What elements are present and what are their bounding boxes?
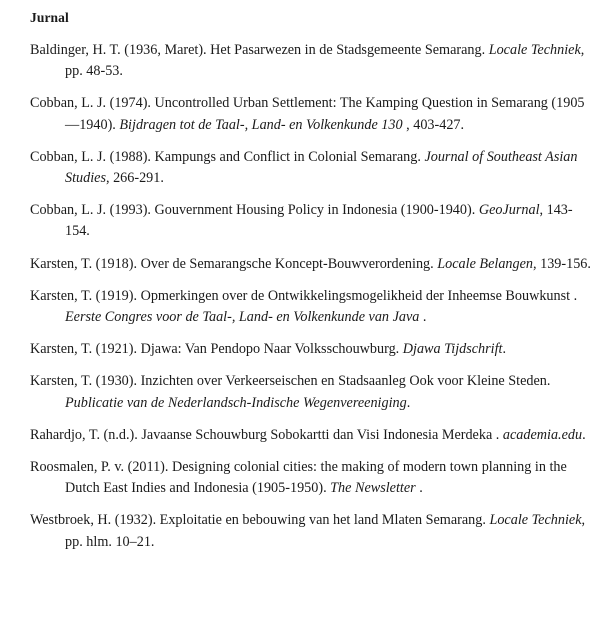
- reference-text: .: [422, 309, 427, 326]
- reference-entry: [30, 93, 595, 135]
- reference-source-title: The Newsletter: [330, 480, 420, 497]
- reference-source-title: Locale Techniek: [489, 512, 582, 529]
- reference-source-title: academia.edu: [502, 426, 583, 443]
- reference-text: , 143-154.: [65, 202, 573, 240]
- reference-text: .: [406, 394, 411, 411]
- reference-entry: [30, 371, 595, 413]
- reference-text: Karsten, T. (1930). Inzichten over Verkeerseischen en Stadsaanleg Ook voor Kleine Steden.: [30, 373, 551, 390]
- reference-text: Rahardjo, T. (n.d.). Javaanse Schouwburg Sobokartti dan Visi Indonesia Merdeka .: [30, 426, 503, 443]
- reference-text: , 139-156.: [533, 255, 591, 272]
- reference-text: , pp. hlm. 10–21.: [65, 512, 586, 550]
- reference-entry: [30, 457, 595, 499]
- reference-entry: [30, 200, 595, 242]
- section-heading-jurnal: Jurnal: [30, 10, 69, 25]
- reference-list: [30, 40, 595, 553]
- reference-text: Baldinger, H. T. (1936, Maret). Het Pasarwezen in de Stadsgemeente Semarang.: [30, 42, 489, 58]
- reference-text: Karsten, T. (1919). Opmerkingen over de Ontwikkelingsmogelikheid der Inheemse Bouwkunst .: [30, 287, 578, 304]
- reference-source-title: Journal of Southeast Asian Studies: [65, 148, 578, 187]
- reference-entry: [30, 147, 595, 189]
- reference-text: .: [502, 341, 507, 358]
- reference-text: .: [419, 480, 423, 497]
- reference-text: , 266-291.: [105, 170, 164, 187]
- reference-source-title: Eerste Congres voor de Taal-, Land- en Volkenkunde van Java: [65, 309, 423, 326]
- reference-text: , pp. 48-53.: [65, 42, 585, 80]
- reference-entry: [30, 339, 595, 360]
- reference-text: Cobban, L. J. (1988). Kampungs and Conflict in Colonial Semarang.: [30, 148, 425, 165]
- reference-source-title: Locale Belangen: [437, 255, 533, 272]
- reference-source-title: GeoJurnal: [478, 202, 540, 219]
- reference-source-title: Publicatie van de Nederlandsch-Indische Wegenvereeniging: [65, 394, 407, 411]
- reference-text: Cobban, L. J. (1993). Gouvernment Housing Policy in Indonesia (1900-1940).: [30, 202, 479, 219]
- reference-entry: [30, 254, 595, 275]
- reference-text: , 403-427.: [406, 116, 465, 133]
- reference-text: Karsten, T. (1921). Djawa: Van Pendopo Naar Volksschouwburg.: [30, 341, 403, 358]
- reference-entry: [30, 40, 595, 82]
- reference-source-title: Djawa Tijdschrift: [402, 341, 503, 358]
- reference-text: Karsten, T. (1918). Over de Semarangsche Koncept-Bouwverordening.: [30, 255, 438, 272]
- reference-entry: [30, 425, 595, 446]
- reference-text: .: [582, 426, 586, 443]
- reference-entry: [30, 510, 595, 552]
- reference-source-title: Locale Techniek: [488, 42, 581, 58]
- reference-entry: [30, 286, 595, 328]
- reference-text: Roosmalen, P. v. (2011). Designing colonial cities: the making of modern town planning in the Dutch East Indies and Indonesia (1905-1950).: [30, 459, 567, 497]
- reference-text: Cobban, L. J. (1974). Uncontrolled Urban Settlement: The Kamping Question in Semarang (1905—1940).: [30, 95, 585, 133]
- reference-source-title: Bijdragen tot de Taal-, Land- en Volkenkunde 130: [119, 116, 407, 133]
- reference-text: Westbroek, H. (1932). Exploitatie en bebouwing van het land Mlaten Semarang.: [30, 512, 490, 529]
